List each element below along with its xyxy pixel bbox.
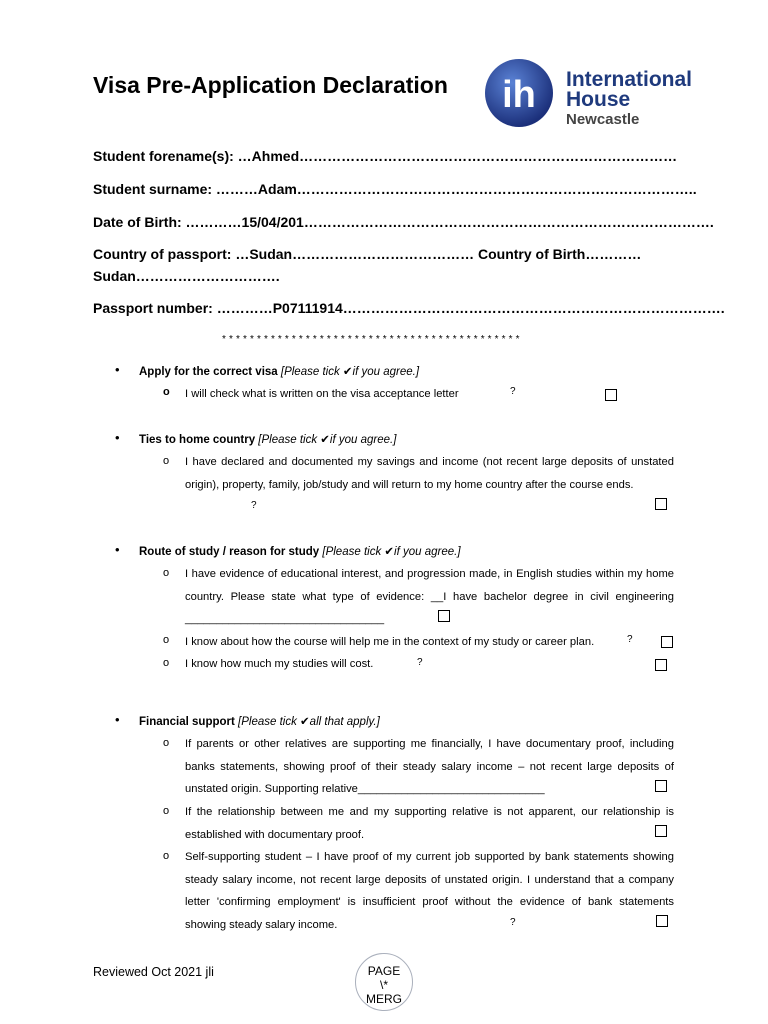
page-title: Visa Pre-Application Declaration (93, 72, 448, 98)
section-title: Route of study / reason for study (139, 546, 320, 558)
sub-bullet: o (163, 567, 170, 579)
logo-wordmark (566, 70, 692, 130)
logo-line-3: Newcastle (566, 111, 640, 128)
section-visa-heading (139, 364, 419, 378)
footer-text: Reviewed Oct 2021 jli (93, 965, 214, 979)
section-note: [Please tick ✔if you agree.] (258, 434, 397, 446)
bullet: • (115, 542, 120, 557)
page-field-line-1: PAGE (367, 964, 401, 978)
passport-number-field: Passport number: …………P07111914………………………………………………………………………. (93, 300, 725, 316)
relationship-proof-checkbox[interactable] (655, 825, 667, 837)
ih-logo (482, 58, 714, 130)
relative-support-checkbox[interactable] (655, 780, 667, 792)
section-note: [Please tick ✔if you agree.] (322, 546, 461, 558)
section-ties-heading (139, 432, 396, 446)
list-item: I know about how the course will help me in the context of my study or career plan. (185, 636, 595, 648)
list-item: I have evidence of educational interest, and progression made, in English studies within my home country. Please state what type of evidence: __I have bachelor degree in civil engineering ________________________________ (185, 568, 674, 626)
logo-line-2: House (566, 88, 631, 111)
sub-bullet: o (163, 805, 170, 817)
section-title: Financial support (139, 716, 235, 728)
page-field-line-2: \* (379, 978, 388, 992)
section-note: [Please tick ✔all that apply.] (238, 716, 380, 728)
sub-bullet: o (163, 455, 170, 467)
list-item: I know how much my studies will cost. (185, 658, 374, 670)
missing-glyph-icon: ? (510, 917, 516, 928)
visa-letter-checkbox[interactable] (605, 389, 617, 401)
page-field-line-3: MERG (366, 992, 402, 1006)
list-item: Self-supporting student – I have proof of my current job supported by bank statements showing steady salary income, not recent large deposits of unstated origin. I understand that a company letter 'confirming employment' is insufficient proof without the evidence of bank statements showing steady salary income. (185, 851, 674, 931)
sub-bullet: o (163, 634, 170, 646)
missing-glyph-icon: ? (251, 500, 257, 511)
list-item: If the relationship between me and my supporting relative is not apparent, our relationship is established with documentary proof. (185, 806, 674, 841)
list-item: I have declared and documented my savings and income (not recent large deposits of unstated origin), property, family, job/study and will return to my home country after the course ends. (185, 456, 674, 491)
section-title: Ties to home country (139, 434, 256, 446)
sub-bullet: o (163, 386, 170, 398)
list-item: I will check what is written on the visa acceptance letter (185, 388, 459, 400)
dob-field: Date of Birth: …………15/04/201……………………………………………………………………………. (93, 214, 714, 230)
section-note: [Please tick ✔if you agree.] (280, 366, 420, 378)
section-title: Apply for the correct visa (139, 366, 278, 378)
sub-bullet: o (163, 850, 170, 862)
bullet: • (115, 362, 120, 377)
missing-glyph-icon: ? (510, 386, 516, 397)
evidence-checkbox[interactable] (438, 610, 450, 622)
logo-line-1: International (566, 68, 693, 91)
section-financial-heading (139, 714, 380, 728)
cost-checkbox[interactable] (655, 659, 667, 671)
passport-country-field-cont: Sudan…………………………. (93, 268, 280, 284)
section-route-heading (139, 544, 461, 558)
missing-glyph-icon: ? (417, 657, 423, 668)
list-item: If parents or other relatives are supporting me financially, I have documentary proof, including banks statements, showing proof of their steady salary income – not recent large deposits of unstated origin. Supporting relative______________________________ (185, 738, 674, 796)
sub-bullet: o (163, 737, 170, 749)
bullet: • (115, 712, 120, 727)
ih-logo-mark (482, 58, 562, 130)
ties-checkbox[interactable] (655, 498, 667, 510)
passport-country-field: Country of passport: …Sudan………………………………… Country of Birth………… (93, 246, 642, 262)
forename-field: Student forename(s): …Ahmed……………………………………………………………………… (93, 148, 678, 164)
sub-bullet: o (163, 657, 170, 669)
page-number-field (355, 953, 413, 1011)
surname-field: Student surname: ………Adam………………………………………………………………………….. (93, 181, 697, 197)
career-plan-checkbox[interactable] (661, 636, 673, 648)
separator: ******************************************* (222, 334, 523, 345)
missing-glyph-icon: ? (627, 634, 633, 645)
self-supporting-checkbox[interactable] (656, 915, 668, 927)
bullet: • (115, 430, 120, 445)
logo-mark-text: ih (502, 74, 536, 116)
